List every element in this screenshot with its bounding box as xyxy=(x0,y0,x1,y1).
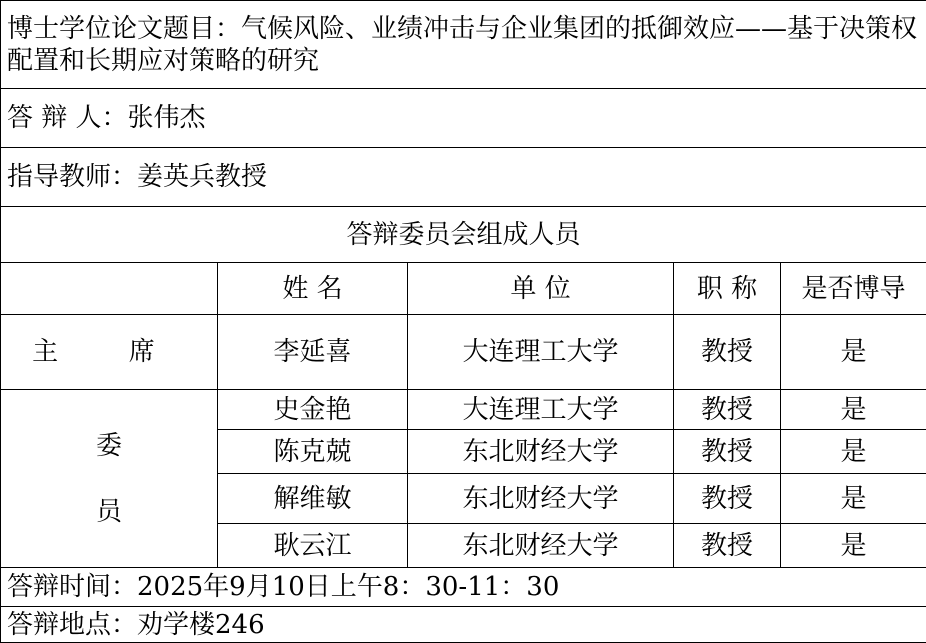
member-supervisor: 是 xyxy=(781,390,926,430)
chair-affiliation: 大连理工大学 xyxy=(408,315,674,390)
member-title: 教授 xyxy=(674,430,781,474)
members-role xyxy=(1,390,218,568)
member-supervisor: 是 xyxy=(781,430,926,474)
committee-heading: 答辩委员会组成人员 xyxy=(1,207,926,263)
chair-name: 李延喜 xyxy=(218,315,408,390)
header-name: 姓 名 xyxy=(218,263,408,315)
header-affiliation: 单 位 xyxy=(408,263,674,315)
members-role-char-2: 员 xyxy=(95,496,122,527)
defense-location: 答辩地点：劝学楼246 xyxy=(1,607,926,643)
member-name: 史金艳 xyxy=(218,390,408,430)
member-name: 陈克兢 xyxy=(218,430,408,474)
member-affiliation: 东北财经大学 xyxy=(408,524,674,568)
thesis-title: 博士学位论文题目：气候风险、业绩冲击与企业集团的抵御效应——基于决策权配置和长期应对策略的研究 xyxy=(1,1,926,89)
defense-time: 答辩时间：2025年9月10日上午8：30-11：30 xyxy=(1,568,926,607)
chair-role: 主 席 xyxy=(1,315,218,390)
advisor-line: 指导教师：姜英兵教授 xyxy=(1,148,926,207)
header-title: 职 称 xyxy=(674,263,781,315)
member-affiliation: 东北财经大学 xyxy=(408,474,674,524)
member-supervisor: 是 xyxy=(781,524,926,568)
member-name: 耿云江 xyxy=(218,524,408,568)
member-name: 解维敏 xyxy=(218,474,408,524)
member-row xyxy=(1,390,926,430)
member-affiliation: 东北财经大学 xyxy=(408,430,674,474)
chair-supervisor: 是 xyxy=(781,315,926,390)
defender-line: 答 辩 人：张伟杰 xyxy=(1,89,926,148)
member-supervisor: 是 xyxy=(781,474,926,524)
member-title: 教授 xyxy=(674,474,781,524)
member-title: 教授 xyxy=(674,524,781,568)
chair-title: 教授 xyxy=(674,315,781,390)
member-title: 教授 xyxy=(674,390,781,430)
members-role-char-1: 委 xyxy=(95,430,122,461)
chair-row xyxy=(1,315,926,390)
member-affiliation: 大连理工大学 xyxy=(408,390,674,430)
header-role-cell xyxy=(1,263,218,315)
header-supervisor: 是否博导 xyxy=(781,263,926,315)
header-row xyxy=(1,263,926,315)
